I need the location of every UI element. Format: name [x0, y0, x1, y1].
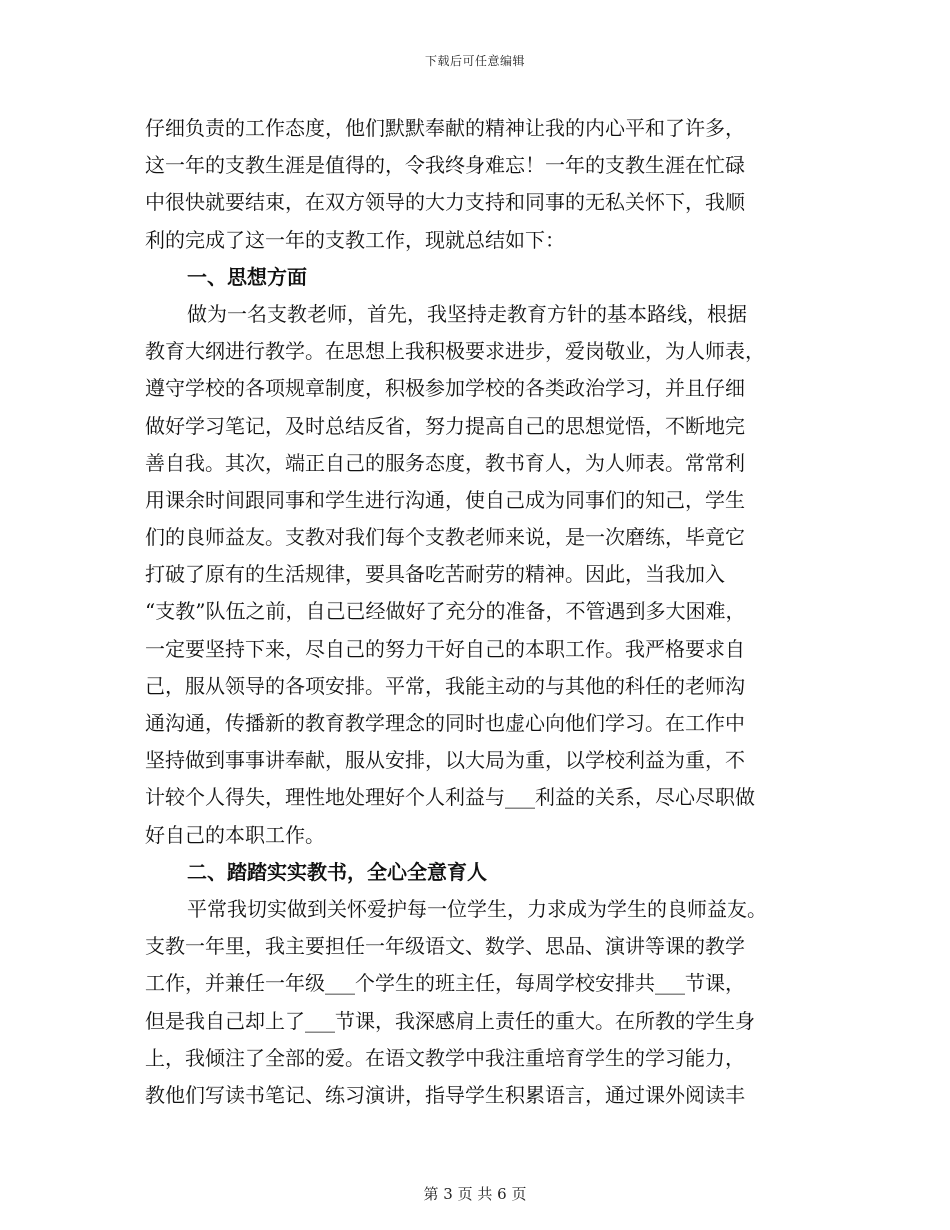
paragraph-line: 教他们写读书笔记、练习演讲，指导学生积累语言，通过课外阅读丰 — [145, 1082, 745, 1107]
paragraph-line: 计较个人得失，理性地处理好个人利益与___利益的关系，尽心尽职做 — [145, 785, 755, 810]
paragraph-line: 做为一名支教老师，首先，我坚持走教育方针的基本路线，根据 — [187, 301, 747, 326]
paragraph-line: 这一年的支教生涯是值得的，令我终身难忘！一年的支教生涯在忙碌 — [145, 153, 745, 178]
paragraph-line: 好自己的本职工作。 — [145, 822, 325, 847]
paragraph-line: 用课余时间跟同事和学生进行沟通，使自己成为同事们的知己，学生 — [145, 487, 745, 512]
page-header: 下载后可任意编辑 — [424, 54, 525, 68]
paragraph-line: 己，服从领导的各项安排。平常，我能主动的与其他的科任的老师沟 — [145, 673, 745, 698]
paragraph-line: 但是我自己却上了___节课，我深感肩上责任的重大。在所教的学生身 — [145, 1008, 755, 1033]
paragraph-line: 利的完成了这一年的支教工作，现就总结如下： — [145, 227, 565, 252]
paragraph-line: 上，我倾注了全部的爱。在语文教学中我注重培育学生的学习能力， — [145, 1045, 745, 1070]
paragraph-line: “支教”队伍之前，自己已经做好了充分的准备，不管遇到多大困难， — [145, 599, 746, 624]
paragraph-line: 坚持做到事事讲奉献，服从安排，以大局为重，以学校利益为重，不 — [145, 748, 745, 773]
paragraph-line: 一定要坚持下来，尽自己的努力干好自己的本职工作。我严格要求自 — [145, 636, 745, 661]
page-footer: 第 3 页 共 6 页 — [423, 1185, 527, 1203]
section-heading-2: 二、踏踏实实教书，全心全意育人 — [187, 859, 487, 884]
paragraph-line: 工作，并兼任一年级___个学生的班主任，每周学校安排共___节课， — [145, 971, 745, 996]
paragraph-line: 支教一年里，我主要担任一年级语文、数学、思品、演讲等课的教学 — [145, 934, 745, 959]
document-body — [145, 110, 815, 1114]
paragraph-line: 打破了原有的生活规律，要具备吃苦耐劳的精神。因此，当我加入 — [145, 562, 725, 587]
paragraph-line: 做好学习笔记，及时总结反省，努力提高自己的思想觉悟，不断地完 — [145, 413, 745, 438]
paragraph-line: 教育大纲进行教学。在思想上我积极要求进步，爱岗敬业，为人师表， — [145, 339, 765, 364]
paragraph-line: 通沟通，传播新的教育教学理念的同时也虚心向他们学习。在工作中 — [145, 711, 745, 735]
paragraph-line: 中很快就要结束，在双方领导的大力支持和同事的无私关怀下，我顺 — [145, 190, 745, 215]
paragraph-line: 们的良师益友。支教对我们每个支教老师来说，是一次磨练，毕竟它 — [145, 525, 745, 550]
paragraph-line: 遵守学校的各项规章制度，积极参加学校的各类政治学习，并且仔细 — [145, 376, 745, 401]
paragraph-line: 仔细负责的工作态度，他们默默奉献的精神让我的内心平和了许多， — [145, 116, 745, 140]
paragraph-line: 善自我。其次，端正自己的服务态度，教书育人，为人师表。常常利 — [145, 450, 745, 475]
section-heading-1: 一、思想方面 — [187, 264, 307, 289]
paragraph-line: 平常我切实做到关怀爱护每一位学生，力求成为学生的良师益友。 — [187, 896, 767, 921]
